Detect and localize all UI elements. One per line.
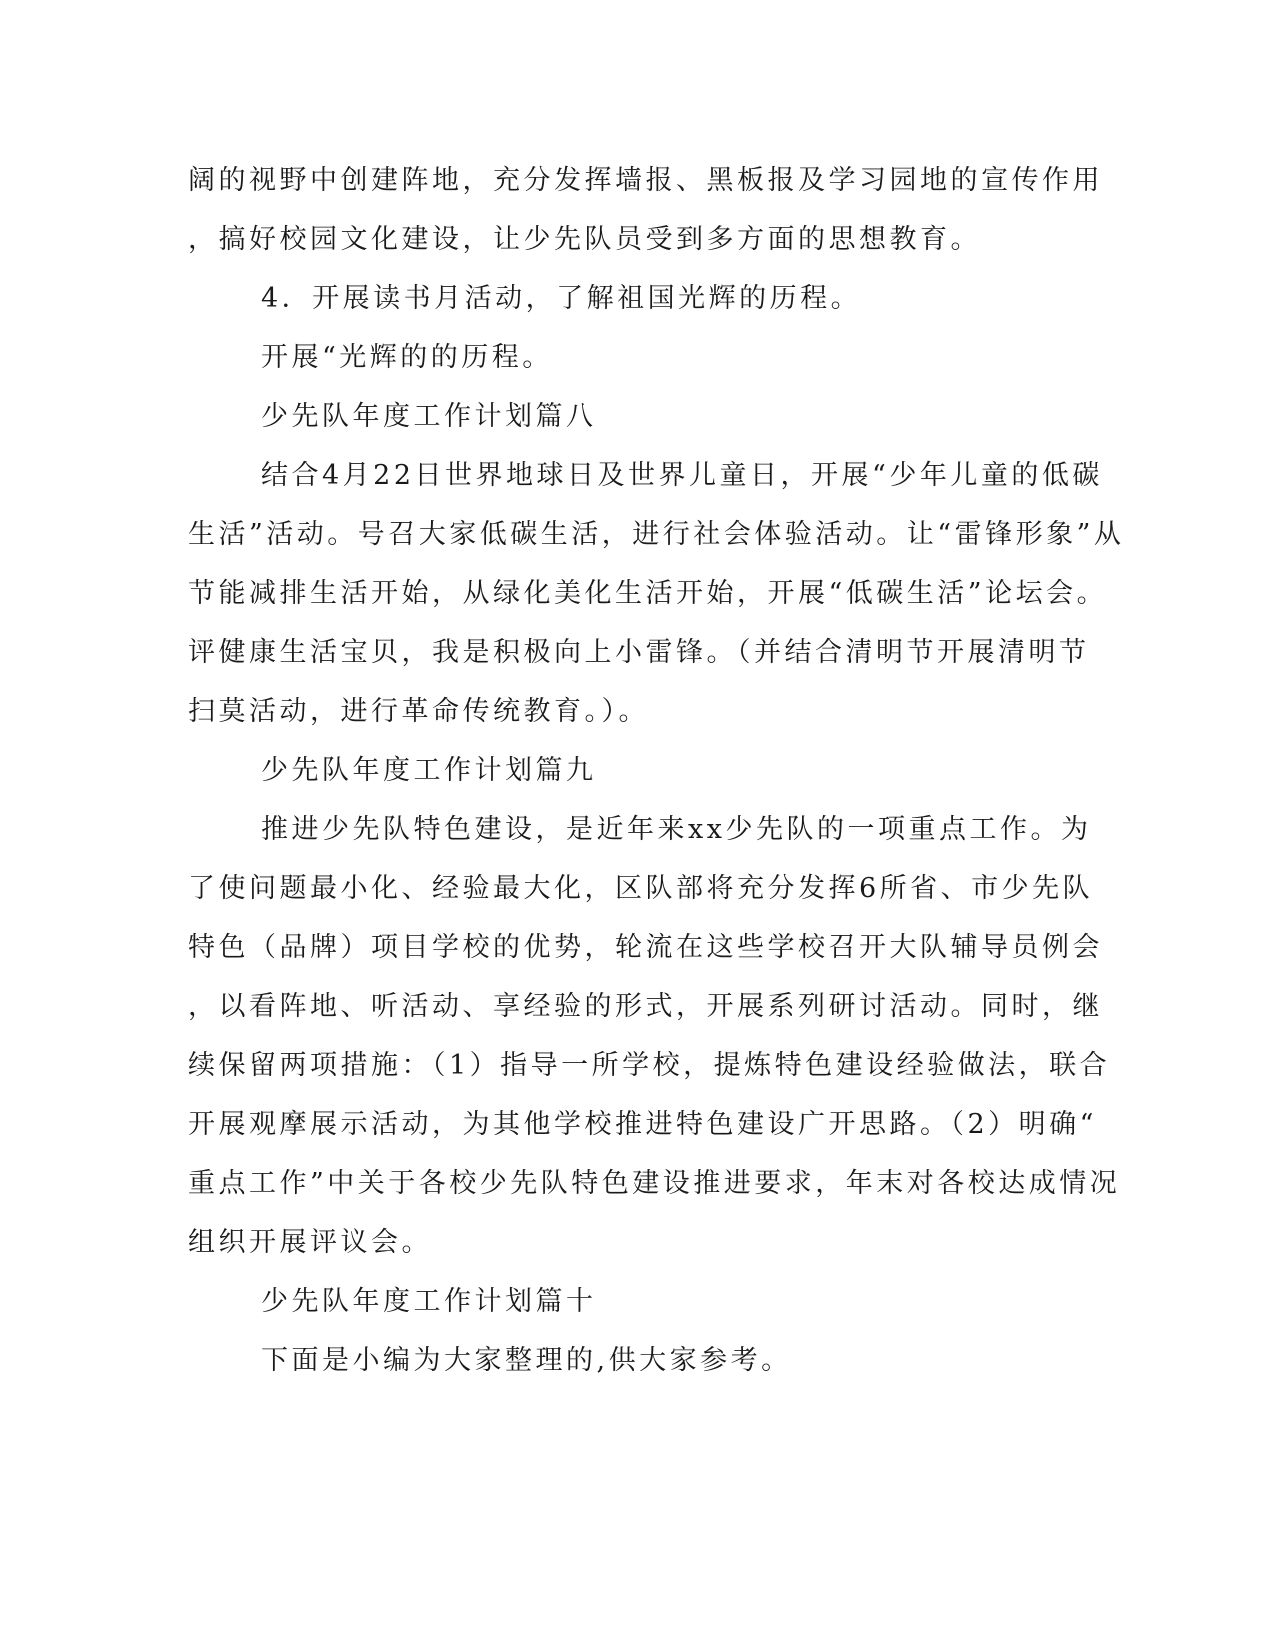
paragraph-line: 扫莫活动，进行革命传统教育。）。 (188, 696, 649, 727)
paragraph-line: 结合4月22日世界地球日及世界儿童日，开展“少年儿童的低碳 (261, 460, 1103, 491)
paragraph-line: 了使问题最小化、经验最大化，区队部将充分发挥6所省、市少先队 (188, 873, 1094, 904)
paragraph-line: 阔的视野中创建阵地，充分发挥墙报、黑板报及学习园地的宣传作用 (188, 165, 1103, 196)
paragraph-line: 推进少先队特色建设，是近年来xx少先队的一项重点工作。为 (261, 814, 1092, 845)
section-heading: 少先队年度工作计划篇九 (261, 755, 597, 786)
paragraph-line: 评健康生活宝贝，我是积极向上小雷锋。（并结合清明节开展清明节 (188, 637, 1090, 668)
paragraph-line: ，以看阵地、听活动、享经验的形式，开展系列研讨活动。同时，继 (188, 991, 1103, 1022)
paragraph-line: 下面是小编为大家整理的,供大家参考。 (261, 1345, 792, 1376)
paragraph-line: 生活”活动。号召大家低碳生活，进行社会体验活动。让“雷锋形象”从 (188, 519, 1125, 550)
section-heading: 少先队年度工作计划篇十 (261, 1286, 597, 1317)
paragraph-line: 特色（品牌）项目学校的优势，轮流在这些学校召开大队辅导员例会 (188, 932, 1103, 963)
paragraph-line: 节能减排生活开始，从绿化美化生活开始，开展“低碳生活”论坛会。 (188, 578, 1108, 609)
list-item: 4．开展读书月活动，了解祖国光辉的历程。 (261, 283, 862, 314)
paragraph-line: ，搞好校园文化建设，让少先队员受到多方面的思想教育。 (188, 224, 981, 255)
paragraph-line: 组织开展评议会。 (188, 1227, 432, 1258)
paragraph-line: 重点工作”中关于各校少先队特色建设推进要求，年末对各校达成情况 (188, 1168, 1121, 1199)
paragraph-line: 开展观摩展示活动，为其他学校推进特色建设广开思路。（2）明确“ (188, 1109, 1097, 1140)
paragraph-line: 续保留两项措施：（1）指导一所学校，提炼特色建设经验做法，联合 (188, 1050, 1111, 1081)
section-heading: 少先队年度工作计划篇八 (261, 401, 597, 432)
paragraph-line: 开展“光辉的的历程。 (261, 342, 553, 373)
